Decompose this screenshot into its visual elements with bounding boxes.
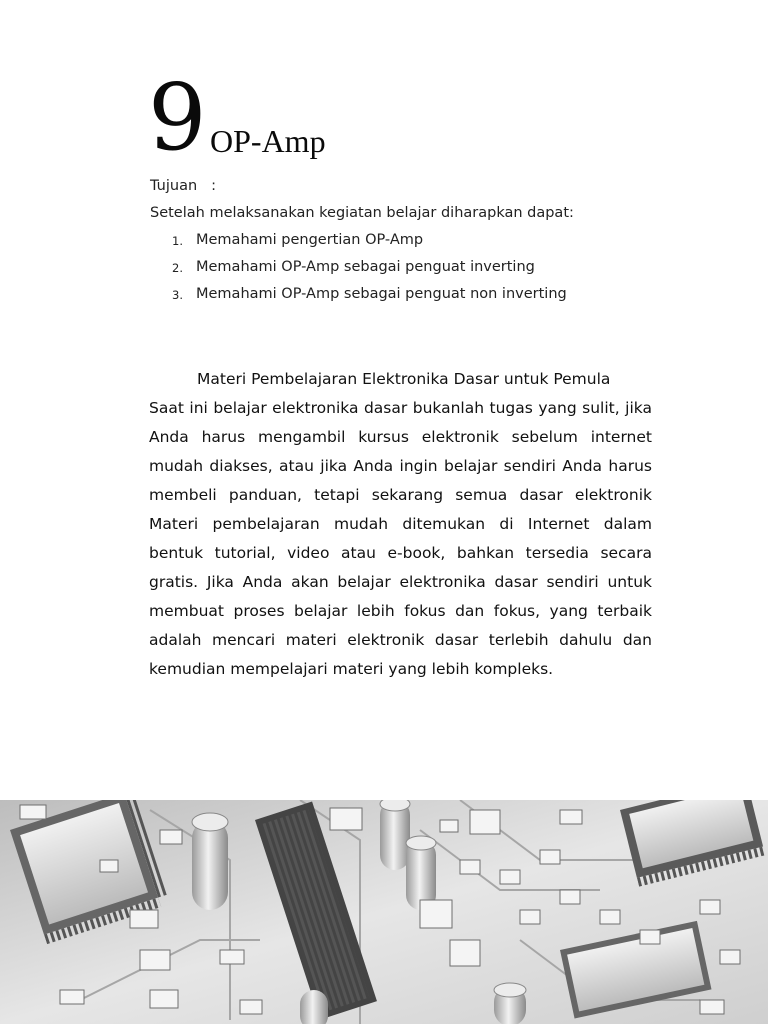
objective-text: Memahami pengertian OP-Amp: [196, 232, 424, 248]
objectives-colon: :: [211, 178, 217, 194]
objective-text: Memahami OP-Amp sebagai penguat non inverting: [196, 286, 567, 302]
article-body: [149, 365, 652, 684]
objectives-section: [150, 176, 670, 311]
circuit-board-illustration: [0, 800, 768, 1024]
objectives-list: [150, 230, 670, 311]
chapter-number: 9: [148, 64, 207, 171]
objectives-intro: Setelah melaksanakan kegiatan belajar diharapkan dapat:: [150, 205, 574, 221]
chapter-header: [148, 64, 668, 171]
article-paragraph: Saat ini belajar elektronika dasar bukanlah tugas yang sulit, jika Anda harus mengambil kursus elektronik sebelum internet mudah diakses, atau jika Anda ingin belajar sendiri Anda harus membeli panduan, tetapi sekarang semua dasar elektronik Materi pembelajaran mudah ditemukan di Internet dalam bentuk tutorial, video atau e-book, bahkan tersedia secara gratis. Jika Anda akan belajar elektronika dasar sendiri untuk membuat proses belajar lebih fokus dan fokus, yang terbaik adalah mencari materi elektronik dasar terlebih dahulu dan kemudian mempelajari materi yang lebih kompleks.: [149, 399, 652, 678]
objectives-label: Tujuan: [150, 178, 198, 194]
objective-number: 2.: [172, 261, 183, 275]
objective-text: Memahami OP-Amp sebagai penguat inverting: [196, 259, 535, 275]
chapter-title: OP-Amp: [210, 123, 326, 159]
objective-item: [150, 257, 670, 284]
article-heading: Materi Pembelajaran Elektronika Dasar untuk Pemula: [197, 370, 611, 388]
objective-number: 1.: [172, 234, 183, 248]
circuit-board-image: [0, 800, 768, 1024]
objectives-label-line: [150, 176, 670, 203]
objective-number: 3.: [172, 288, 183, 302]
objective-item: [150, 230, 670, 257]
objective-item: [150, 284, 670, 311]
